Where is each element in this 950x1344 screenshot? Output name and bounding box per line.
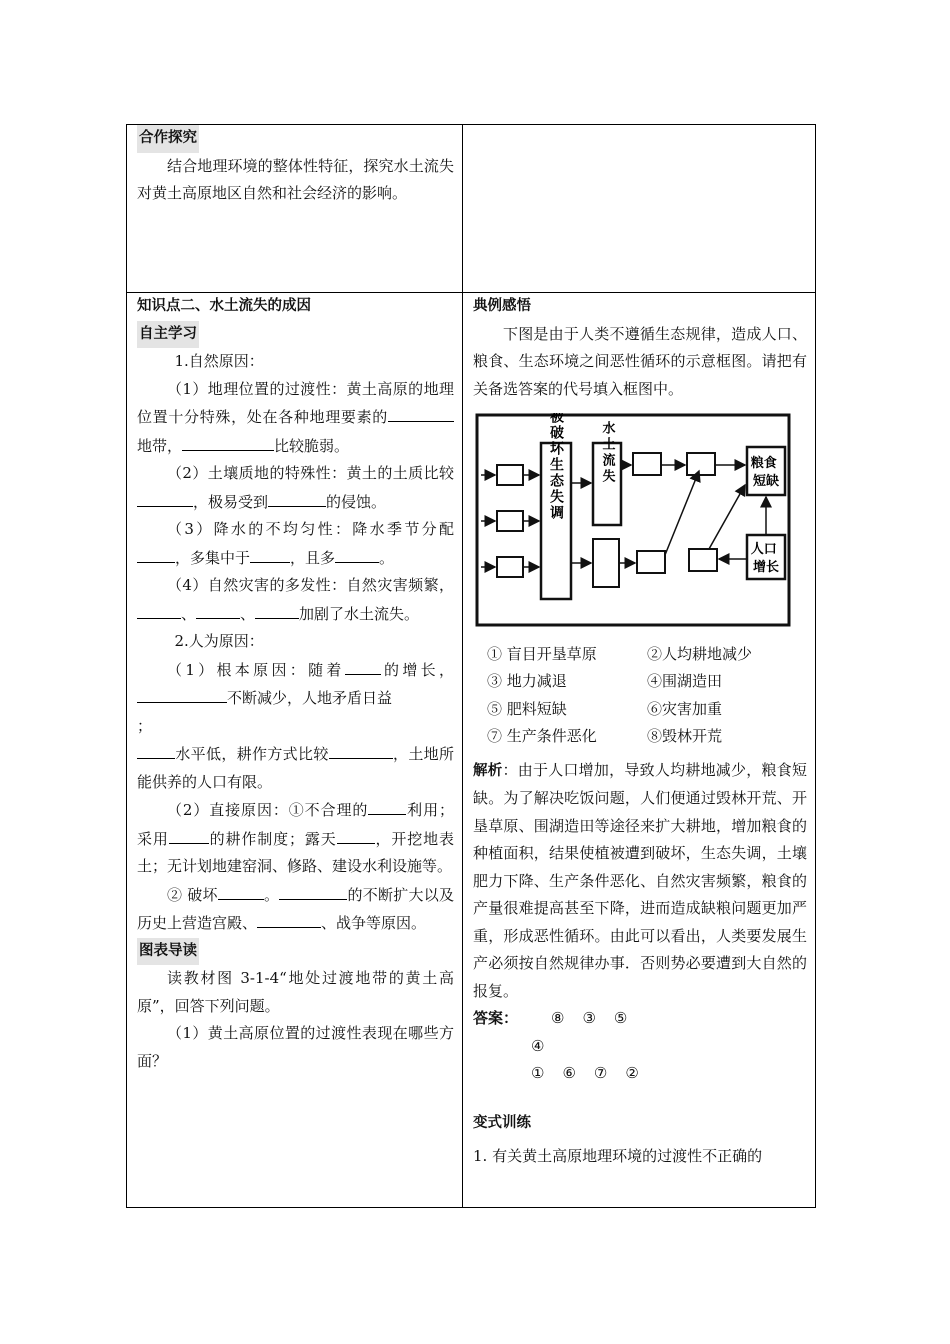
flow-chart [475, 413, 791, 631]
answer-label: 答案： [473, 1009, 519, 1027]
inquiry-text: 结合地理环境的整体性特征，探究水土流失对黄土高原地区自然和社会经济的影响。 [137, 156, 454, 202]
blank[interactable] [279, 881, 347, 900]
empty-cell [463, 125, 815, 292]
option-item: ④围湖造田 [647, 672, 723, 690]
option-item: ⑤ 肥料短缺 [487, 699, 567, 718]
analysis-label: 解析 [473, 762, 503, 779]
blank[interactable] [345, 656, 381, 675]
answer-item: ③ [582, 1009, 596, 1027]
option-item: ⑧毁林开荒 [647, 727, 723, 745]
blank[interactable] [368, 796, 406, 815]
blank[interactable] [250, 544, 290, 563]
answer-item: ⑧ [551, 1009, 565, 1027]
answer-item: ① [531, 1064, 545, 1082]
answer-box[interactable] [689, 549, 717, 571]
cooperative-inquiry-cell [127, 125, 463, 292]
answer-box[interactable] [497, 557, 523, 577]
question-1: （1）黄土高原位置的过渡性表现在哪些方面？ [137, 1024, 454, 1070]
vegetation-label: 植被破坏生态失调 [548, 413, 564, 521]
answer-item: ⑥ [562, 1064, 576, 1082]
answer-line [473, 1005, 807, 1033]
answer-box[interactable] [687, 453, 715, 475]
answer-box[interactable] [633, 453, 661, 475]
blank[interactable] [335, 544, 379, 563]
blank[interactable] [137, 600, 181, 619]
variant-question-1: 1. 有关黄土高原地理环境的过渡性不正确的 [473, 1147, 763, 1165]
answer-box[interactable] [637, 551, 665, 573]
cooperative-inquiry-heading: 合作探究 [137, 125, 199, 153]
answer-box[interactable] [593, 539, 619, 587]
soil-erosion-label: 水土流失 [599, 421, 615, 485]
self-study-heading: 自主学习 [137, 321, 199, 349]
human-cause-2: （2）直接原因：①不合理的 利用；采用 的耕作制度；露天 ，开挖地表土；无计划地建窑洞、修路、建设水利设施等。 [137, 796, 454, 881]
knowledge-point-title: 知识点二、水土流失的成因 [137, 298, 311, 314]
chart-reading-heading: 图表导读 [137, 938, 199, 966]
table-row [126, 292, 816, 1208]
option-item: ⑦ 生产条件恶化 [487, 727, 597, 745]
example-heading: 典例感悟 [473, 298, 531, 314]
human-cause-1: （1）根本原因：随着 的增长，不断减少，人地矛盾日益 ； 水平低，耕作方式比较 ，土地所能供养的人口有限。 [137, 656, 454, 797]
blank[interactable] [257, 909, 321, 928]
human-cause-3: ② 破坏 。 的不断扩大以及历史上营造宫殿、 、战争等原因。 [137, 881, 454, 938]
answer-box[interactable] [497, 465, 523, 485]
left-column [127, 293, 463, 1207]
blank[interactable] [137, 544, 175, 563]
table-row [126, 124, 816, 292]
natural-cause-3: （3）降水的不均匀性：降水季节分配，多集中于 ，且多 。 [137, 516, 454, 572]
option-item: ⑥灾害加重 [647, 699, 723, 718]
option-item: ②人均耕地减少 [647, 644, 753, 663]
blank[interactable] [196, 600, 240, 619]
natural-causes-title: 1.自然原因： [174, 352, 264, 370]
answer-item: ② [625, 1064, 639, 1082]
answer-item: ⑤ [613, 1009, 628, 1027]
blank[interactable] [182, 432, 274, 451]
answer-item: ⑦ [593, 1064, 608, 1082]
example-intro: 下图是由于人类不遵循生态规律，造成人口、粮食、生态环境之间恶性循环的示意框图。请把有关备选答案的代号填入框图中。 [473, 324, 807, 398]
blank[interactable] [169, 825, 209, 844]
blank[interactable] [388, 403, 454, 422]
option-list [473, 641, 807, 751]
answer-item: ④ [531, 1036, 545, 1055]
cycle-diagram [475, 413, 807, 641]
natural-cause-4: （4）自然灾害的多发性：自然灾害频繁，、 、 加剧了水土流失。 [137, 572, 454, 628]
blank[interactable] [268, 488, 326, 507]
natural-cause-2: （2）土壤质地的特殊性：黄土的土质比较，极易受到 的侵蚀。 [137, 460, 454, 516]
option-item: ① 盲目开垦草原 [487, 644, 597, 663]
analysis-text: ：由于人口增加，导致人均耕地减少，粮食短缺。为了解决吃饭问题，人们便通过毁林开荒、开垦草原、围湖造田等途径来扩大耕地，增加粮食的种植面积，结果使植被遭到破坏，生态失调，土壤肥力下降、生产条件恶化、自然灾害频繁，粮食的产量很难提高甚至下降，进而造成缺粮问题更加严重，形成恶性循环。由此可以看出，人类要发展生产必须按自然规律办事．否则势必要遭到大自然的报复。 [473, 760, 807, 1000]
blank[interactable] [337, 825, 375, 844]
answer-line [473, 1060, 807, 1088]
food-shortage-label: 粮食 短缺 [750, 456, 780, 489]
population-label: 人口 增长 [750, 542, 780, 575]
blank[interactable] [137, 740, 175, 759]
blank[interactable] [137, 488, 193, 507]
worksheet-table [126, 124, 816, 1208]
human-causes-title: 2.人为原因： [174, 632, 264, 650]
answer-box[interactable] [497, 511, 523, 531]
natural-cause-1: （1）地理位置的过渡性：黄土高原的地理位置十分特殊，处在各种地理要素的地带， 比较脆弱。 [137, 379, 454, 455]
option-item: ③ 地力减退 [487, 672, 567, 690]
right-column [463, 293, 815, 1207]
variant-training-heading: 变式训练 [473, 1114, 531, 1131]
answer-line [473, 1033, 807, 1061]
blank[interactable] [137, 684, 227, 703]
reading-instruction: 读教材图 3-1-4“地处过渡地带的黄土高原”，回答下列问题。 [137, 969, 454, 1015]
blank[interactable] [255, 600, 299, 619]
blank[interactable] [329, 740, 393, 759]
analysis-paragraph [473, 757, 807, 1006]
blank[interactable] [218, 881, 264, 900]
